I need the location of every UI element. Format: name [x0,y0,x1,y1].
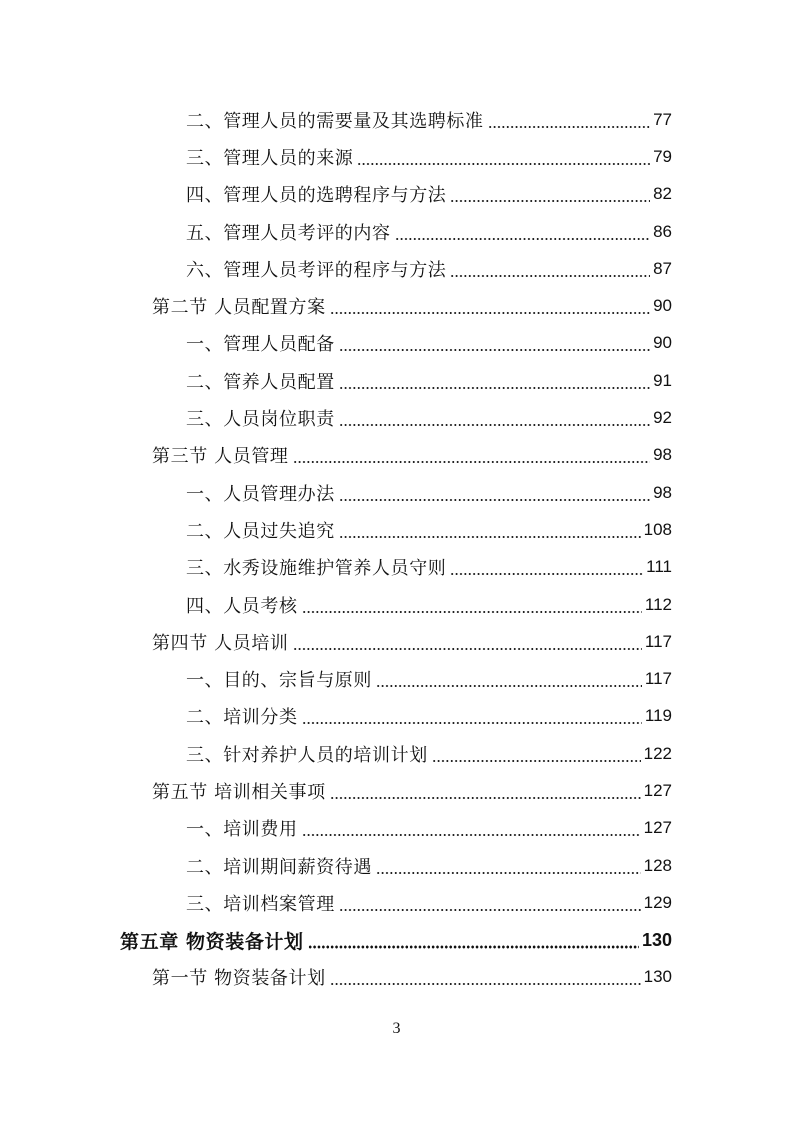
toc-entry-page: 77 [653,109,672,129]
toc-entry-item[interactable] [0,810,793,847]
dot-leader [302,596,642,614]
toc-entry-item[interactable] [0,884,793,921]
toc-entry-item[interactable] [0,399,793,436]
page-number: 3 [392,1020,401,1037]
dot-leader [293,633,642,651]
dot-leader [293,446,651,464]
toc-entry-section[interactable] [0,959,793,996]
toc-entry-label: 二、管养人员配置 [186,371,335,393]
toc-entry-label: 一、目的、宗旨与原则 [186,670,372,692]
table-of-contents [0,101,793,996]
dot-leader [339,409,650,427]
toc-entry-label: 第二节 人员配置方案 [152,297,326,319]
toc-entry-page: 90 [653,296,672,316]
toc-entry-page: 82 [653,184,672,204]
toc-entry-label: 三、管理人员的来源 [186,147,354,169]
toc-entry-page: 86 [653,221,672,241]
toc-entry-label: 四、人员考核 [186,595,298,617]
toc-entry-page: 92 [653,408,672,428]
toc-entry-page: 117 [644,631,672,651]
toc-entry-section[interactable] [0,772,793,809]
dot-leader [339,484,650,502]
dot-leader [450,260,650,278]
toc-entry-item[interactable] [0,698,793,735]
toc-entry-item[interactable] [0,362,793,399]
dot-leader [357,148,650,166]
toc-entry-item[interactable] [0,586,793,623]
dot-leader [395,223,650,241]
toc-entry-section[interactable] [0,623,793,660]
dot-leader [339,372,650,390]
toc-entry-item[interactable] [0,176,793,213]
toc-entry-item[interactable] [0,325,793,362]
dot-leader [450,558,643,576]
toc-entry-label: 第一节 物资装备计划 [152,968,326,990]
dot-leader [330,782,641,800]
toc-entry-page: 128 [643,855,672,875]
toc-entry-label: 二、培训期间薪资待遇 [186,856,372,878]
toc-entry-page: 122 [643,743,672,763]
toc-entry-label: 四、管理人员的选聘程序与方法 [186,185,447,207]
toc-entry-label: 五、管理人员考评的内容 [186,222,391,244]
toc-entry-label: 二、培训分类 [186,707,298,729]
toc-entry-label: 二、人员过失追究 [186,520,335,542]
toc-entry-page: 119 [644,706,672,726]
toc-entry-item[interactable] [0,847,793,884]
toc-entry-page: 127 [643,780,672,800]
toc-entry-page: 98 [653,482,672,502]
toc-entry-item[interactable] [0,250,793,287]
toc-entry-page: 129 [643,892,672,912]
dot-leader [450,185,650,203]
toc-entry-item[interactable] [0,101,793,138]
toc-entry-page: 117 [644,669,672,689]
toc-entry-label: 三、培训档案管理 [186,893,335,915]
toc-entry-label: 三、针对养护人员的培训计划 [186,744,428,766]
toc-entry-item[interactable] [0,138,793,175]
toc-entry-page: 98 [653,445,672,465]
dot-leader [339,894,641,912]
toc-entry-page: 87 [653,258,672,278]
toc-entry-label: 一、管理人员配备 [186,334,335,356]
toc-entry-label: 第五章 物资装备计划 [120,930,304,953]
toc-entry-item[interactable] [0,549,793,586]
toc-entry-page: 111 [646,557,672,577]
toc-entry-page: 79 [653,146,672,166]
toc-entry-label: 第四节 人员培训 [152,632,289,654]
dot-leader [488,111,650,129]
toc-entry-page: 108 [643,519,672,539]
toc-entry-label: 一、人员管理办法 [186,483,335,505]
dot-leader [302,707,642,725]
toc-entry-chapter[interactable] [0,922,793,959]
dot-leader [302,819,641,837]
toc-entry-label: 六、管理人员考评的程序与方法 [186,259,447,281]
toc-entry-page: 91 [653,370,672,390]
dot-leader [376,670,642,688]
toc-entry-section[interactable] [0,437,793,474]
toc-entry-item[interactable] [0,474,793,511]
toc-entry-item[interactable] [0,660,793,697]
toc-entry-page: 112 [644,594,672,614]
toc-entry-item[interactable] [0,735,793,772]
toc-entry-label: 二、管理人员的需要量及其选聘标准 [186,110,484,132]
toc-entry-page: 90 [653,333,672,353]
toc-entry-label: 三、水秀设施维护管养人员守则 [186,558,447,580]
toc-entry-label: 一、培训费用 [186,819,298,841]
dot-leader [376,857,641,875]
dot-leader [339,334,650,352]
dot-leader [308,931,639,949]
toc-entry-label: 第五节 培训相关事项 [152,781,326,803]
toc-entry-label: 三、人员岗位职责 [186,409,335,431]
toc-entry-item[interactable] [0,213,793,250]
toc-entry-page: 130 [641,929,672,950]
dot-leader [339,521,641,539]
toc-entry-page: 127 [643,818,672,838]
toc-entry-page: 130 [643,967,672,987]
toc-entry-section[interactable] [0,287,793,324]
toc-entry-item[interactable] [0,511,793,548]
toc-entry-label: 第三节 人员管理 [152,446,289,468]
dot-leader [330,968,641,986]
dot-leader [330,297,650,315]
dot-leader [432,745,641,763]
